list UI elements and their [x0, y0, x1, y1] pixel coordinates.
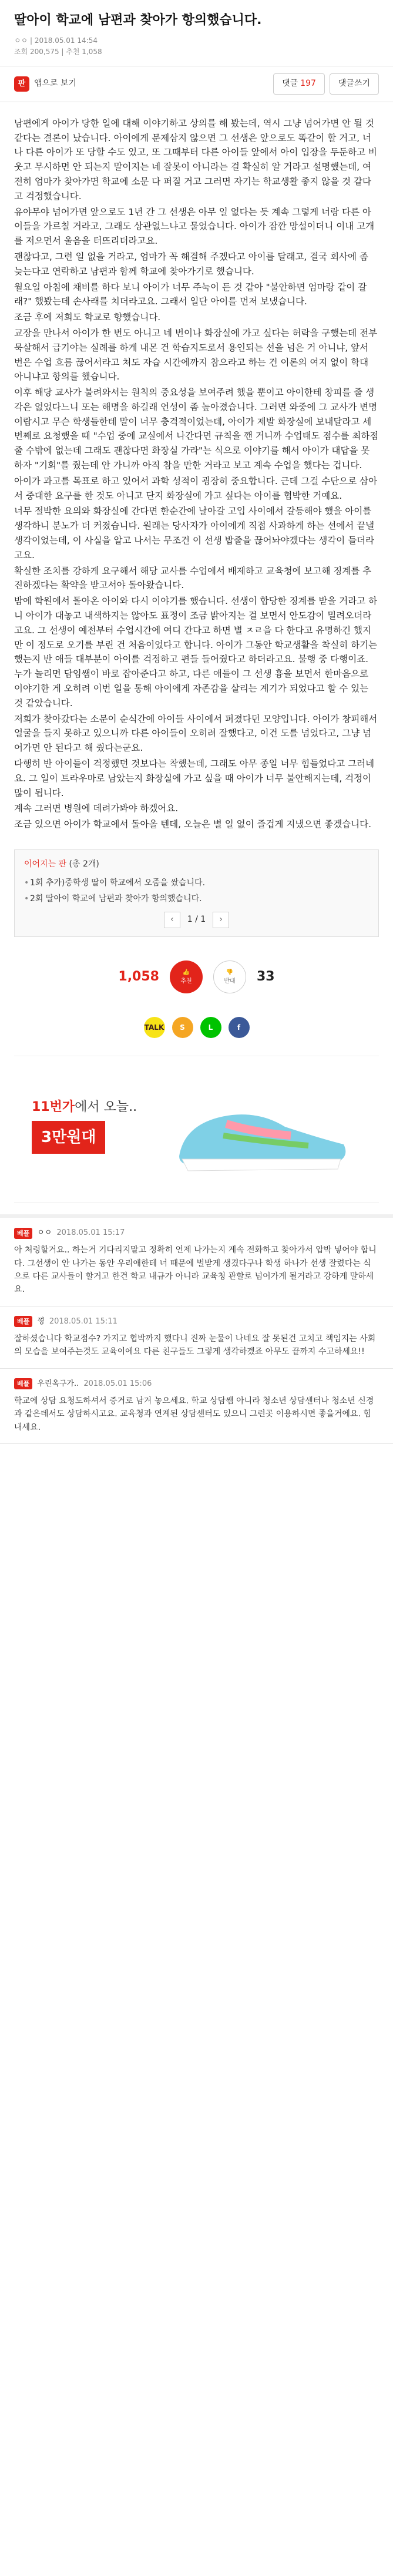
ad-brand: 11번가 — [32, 1100, 75, 1115]
post-paragraph: 너무 절박한 요의와 화장실에 간다면 한순간에 날아갈 고입 사이에서 갈등해야 했을 아이를 생각하니 분노가 더 커졌습니다. 원래는 당사자가 아이에게 직접 사과하게 하는 선에서 끝낼 생각이었는데, 이 사실을 알고 나서는 무조건 이 선생 밥줄을 끊어놔야겠다는 생각이 들더라고요. — [14, 506, 375, 560]
upvote-label: 추천 — [180, 978, 192, 985]
post-paragraph: 계속 그러면 병원에 데려가봐야 하겠어요. — [14, 803, 179, 814]
post-stats: 조회 200,575 | 추천 1,058 — [14, 47, 102, 56]
vote-section — [0, 937, 393, 1017]
downvote-count: 33 — [256, 969, 275, 985]
open-app-label: 앱으로 보기 — [34, 79, 77, 89]
post-paragraph: 월요일 아침에 채비를 하다 보니 아이가 너무 주눅이 든 것 같아 "불안하면 엄마랑 같이 갈래?" 했봤는데 손사래를 치더라고요. 그래서 일단 아이를 먼저 보냈습니다. — [14, 281, 367, 307]
comment-author: 꼉 — [37, 1316, 45, 1326]
comment-list — [0, 1214, 393, 1444]
post-paragraph: 밤에 학원에서 돌아온 아이와 다시 이야기를 했습니다. 선생이 합당한 징계를 받을 거라고 하니 아이가 대놓고 내색하지는 않아도 표정이 조금 밝아지는 걸 보면서 안도감이 밀려오더라고요. 그 선생이 예전부터 수업시간에 여디 간다고 하면 별 ㅈㄹ을 다 한다고 유명하긴 했지만 이 정도로 오기를 부린 건 처음이었다고 합니다. 아이가 그동안 학교생활을 착실히 하기는 했는지 반 애들 대부분이 아이를 걱정하고 편들 들어줬다고 하더라고요. 불행 중 다행이죠. 누가 놀리면 담임쌤이 바로 잡아준다고 하고, 다른 애들이 그 선생 흉을 보면서 한마음으로 이야기한 게 오히려 이번 일을 통해 아이에게 자존감을 살리는 계기가 되었다고 할 수 있는 것 같았습니다. — [14, 596, 378, 708]
comment-item — [0, 1369, 393, 1444]
related-item[interactable]: • 1회 추가)중학생 딸이 학교에서 오줌을 쌌습니다. — [24, 877, 369, 890]
open-app-button[interactable] — [14, 76, 76, 92]
comment-author: ㅇㅇ — [37, 1228, 52, 1238]
comment-text: 아 처렁할거요.. 하는거 기다리지말고 정확히 언제 나가는지 계속 전화하고 찾아가서 압박 넣어야 합니다. 그선생이 안 나가는 동안 우리애한테 너 때문에 벌받게 생겼다구나 학생 하나가 선생 잘렸다는 식으로 다른 교사들이 할거고 한건 학교 내규가 아니라 교육청 관할로 넘어가게 될거라고 강하게 말하세요. — [14, 1245, 377, 1295]
post-paragraph: 확실한 조치를 강하게 요구해서 해당 교사를 수업에서 배제하고 교육청에 보고해 징계를 추진하겠다는 확약을 받고서야 돌아왔습니다. — [14, 565, 372, 591]
comment-author: 우린옥구가.. — [37, 1379, 79, 1388]
related-pager — [24, 912, 369, 928]
post-header — [0, 0, 393, 66]
ad-price: 3만원대 — [32, 1121, 105, 1154]
comment-date: 2018.05.01 15:06 — [83, 1379, 152, 1388]
post-author-date: ㅇㅇ | 2018.05.01 14:54 — [14, 36, 98, 45]
upvote-button[interactable] — [170, 960, 203, 993]
best-badge: 베플 — [14, 1316, 32, 1327]
thumbs-up-icon: 👍 — [182, 969, 190, 976]
line-share-icon[interactable]: L — [200, 1017, 221, 1038]
upvote-count: 1,058 — [118, 969, 159, 985]
related-item[interactable]: • 2회 딸아이 학교에 남편과 찾아가 항의했습니다. — [24, 893, 369, 906]
facebook-share-icon[interactable]: f — [229, 1017, 250, 1038]
comment-text: 잘하셨습니다 학교점수? 가지고 협박까지 했다니 진짜 눈물이 나네요 잘 못된건 고치고 책임지는 사회의 모습을 보여주는것도 교육이에요 다른 친구들도 그렇게 생각하겠죠 아무도 끝까지 수고하세요!! — [14, 1334, 376, 1357]
comment-item — [0, 1307, 393, 1369]
post-body — [0, 102, 393, 845]
downvote-button[interactable] — [213, 960, 246, 993]
prev-page-button[interactable]: ‹ — [164, 912, 180, 928]
related-heading-label: 이어지는 판 — [24, 859, 67, 869]
app-logo-icon: 판 — [14, 76, 29, 92]
post-paragraph: 저희가 찾아갔다는 소문이 순식간에 아이들 사이에서 퍼졌다던 모양입니다. 아이가 창피해서 얼굴을 들지 못하고 있으니까 다른 아이들이 오히려 잘했다고, 이건 도를 넘었다고, 그냥 넘어가면 안 된다고 해 줬다는군요. — [14, 713, 378, 754]
related-posts — [14, 849, 379, 937]
post-toolbar — [0, 66, 393, 102]
downvote-label: 반대 — [224, 978, 236, 985]
sneaker-image — [167, 1091, 355, 1180]
comment-label: 댓글 — [282, 79, 298, 89]
comment-count-button[interactable] — [273, 73, 325, 95]
best-badge: 베플 — [14, 1228, 32, 1239]
post-paragraph: 아이가 과고를 목표로 하고 있어서 과학 성적이 굉장히 중요합니다. 근데 그걸 수단으로 삼아서 중대한 요구를 한 것도 아니고 단지 화장실에 가고 싶다는 아이를 협박한 거예요. — [14, 475, 378, 501]
next-page-button[interactable]: › — [213, 912, 229, 928]
thumbs-down-icon: 👎 — [226, 969, 234, 976]
write-comment-button[interactable]: 댓글쓰기 — [330, 73, 379, 95]
post-title: 딸아이 학교에 남편과 찾아가 항의했습니다. — [14, 13, 262, 28]
related-heading — [24, 858, 369, 871]
advertisement-banner[interactable] — [14, 1056, 379, 1203]
comment-text: 학교에 상담 요청도하셔서 증거로 남겨 놓으세요. 학교 상담쌤 아니라 청소년 상담센터나 청소년 신경과 같은데서도 상담하시고요. 교육청과 연계된 상담센터도 있으니 그런곳 이용하시면 좋을거에요. 힘내세요. — [14, 1396, 374, 1432]
post-paragraph: 남편에게 아이가 당한 일에 대해 이야기하고 상의를 해 봤는데, 역시 그냥 넘어가면 안 될 것 같다는 결론이 났습니다. 아이에게 문제삼지 않으면 그 선생은 앞으로도 똑같이 할 거고, 너나 다른 아이가 또 당할 수도 있고, 또 그때부터 다른 아이들 앞에서 아이 입장을 두둔하고 비웃고 무시하면 안 되는지 말이지는 네 잘못이 아니라는 걸 확실히 알 거라고 설명했는데, 여전히 엄마가 찾아가면 학교에 소문 다 퍼질 거고 그러면 자기는 학교생활 좋지 않을 것 같다고 걱정했습니다. — [14, 117, 377, 201]
page-indicator: 1 / 1 — [187, 915, 206, 925]
ad-headline — [32, 1097, 137, 1117]
post-paragraph: 조금 후에 저희도 학교로 향했습니다. — [14, 312, 161, 323]
kakaotalk-share-icon[interactable]: TALK — [144, 1017, 165, 1038]
comment-count: 197 — [300, 79, 316, 89]
comment-item — [0, 1218, 393, 1307]
post-paragraph: 유야무야 넘어가면 앞으로도 1년 간 그 선생은 아무 일 없다는 듯 계속 그렇게 너랑 다른 아이들을 가르칠 거라고, 그래도 상관없느냐고 물었습니다. 아이가 잠깐 망설이더니 이내 고개를 저으면서 울음을 터뜨리더라고요. — [14, 206, 375, 247]
post-meta — [14, 35, 379, 58]
ad-headline-text: 에서 오늘.. — [75, 1100, 137, 1115]
share-buttons — [0, 1017, 393, 1056]
best-badge: 베플 — [14, 1378, 32, 1389]
kakaostory-share-icon[interactable]: S — [172, 1017, 193, 1038]
related-count: (총 2개) — [69, 859, 99, 869]
post-paragraph: 조금 있으면 아이가 학교에서 돌아올 텐데, 오늘은 별 일 없이 즐겁게 지냈으면 좋겠습니다. — [14, 819, 372, 830]
comment-date: 2018.05.01 15:17 — [56, 1228, 125, 1238]
post-paragraph: 교장을 만나서 아이가 한 번도 아니고 네 번이나 화장실에 가고 싶다는 허락을 구했는데 전부 묵살해서 급기야는 실례를 하게 내몬 건 학습지도로서 용인되는 선을 넘은 거 아니냐, 앞서 번은 수업 흐름 끊어서라고 쳐도 자습 시간에까지 참으라고 하는 건 이론의 여지 없이 학대 아니냐고 항의를 했습니다. — [14, 327, 378, 382]
post-paragraph: 이후 해당 교사가 불려와서는 원칙의 중요성을 보여주려 했을 뿐이고 아이한테 창피를 줄 생각은 없었다느니 또는 해명을 하길래 언성이 좀 높아졌습니다. 그러면 와중에 그 교사가 변명이랍시고 무슨 학생들한테 말이 너무 충격적이었는데, 아이가 제발 화장실에 보내달라고 세 번째로 요청했을 때 "수업 중에 교실에서 나간다면 규칙을 깬 거니까 수업태도 점수를 최하점 줄 수밖에 없는데 그래도 괜찮다면 화장실 가라"는 식으로 이야기를 해서 아이가 대답을 못 하자 "기회"를 줬는데 안 가니까 아직 참을 만한 거라고 보고 계속 수업을 했다는 겁니다. — [14, 387, 379, 471]
comment-date: 2018.05.01 15:11 — [49, 1316, 117, 1326]
post-paragraph: 괜찮다고, 그런 일 없을 거라고, 엄마가 꼭 해결해 주겠다고 아이를 달래고, 결국 회사에 좀 늦는다고 연락하고 남편과 함께 학교에 찾아가기로 했습니다. — [14, 251, 368, 277]
post-paragraph: 다행히 반 아이들이 걱정했던 것보다는 착했는데, 그래도 아무 종일 너무 힘들었다고 그러네요. 그 일이 트라우마로 남았는지 화장실에 가고 싶을 때 아이가 너무 불안해지는데, 걱정이 많이 됩니다. — [14, 758, 375, 798]
related-list — [24, 877, 369, 906]
